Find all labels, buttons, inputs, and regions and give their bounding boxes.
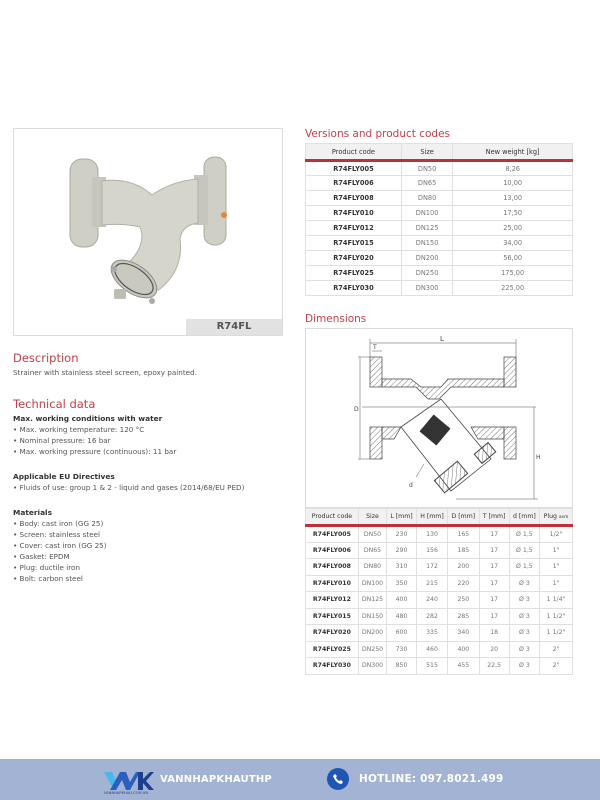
table-cell: 250	[448, 592, 479, 609]
condition-item: • Max. working pressure (continuous): 11 bar	[13, 447, 177, 456]
vnk-logo-icon	[104, 768, 154, 790]
table-cell: Ø 3	[509, 592, 539, 609]
header-t: T [mm]	[479, 509, 509, 526]
table-cell: 172	[416, 559, 447, 576]
table-cell: DN65	[401, 176, 452, 191]
dimensions-table	[305, 508, 573, 675]
strainer-cross-section-drawing	[306, 329, 574, 509]
table-cell: 1 1/2"	[540, 625, 573, 642]
table-cell: Ø 3	[509, 608, 539, 625]
table-row	[306, 236, 573, 251]
label-T: T	[373, 344, 377, 351]
table-row	[306, 281, 573, 296]
table-cell: 340	[448, 625, 479, 642]
material-item: • Bolt: carbon steel	[13, 574, 83, 583]
table-cell: DN125	[401, 221, 452, 236]
table-cell: 156	[416, 542, 447, 559]
table-cell: DN150	[358, 608, 386, 625]
table-cell: 25,00	[453, 221, 573, 236]
table-cell: 310	[387, 559, 417, 576]
product-code-cell: R74FLY006	[306, 542, 359, 559]
table-cell: 175,00	[453, 266, 573, 281]
table-cell: 460	[416, 641, 447, 658]
table-cell: 1"	[540, 575, 573, 592]
table-cell: 17,50	[453, 206, 573, 221]
product-code-cell: R74FLY005	[306, 526, 359, 543]
footer-bar	[0, 759, 600, 800]
header-weight: New weight [kg]	[453, 144, 573, 161]
table-cell: 350	[387, 575, 417, 592]
material-item: • Cover: cast iron (GG 25)	[13, 541, 107, 550]
table-cell: 225,00	[453, 281, 573, 296]
brand[interactable]	[104, 768, 272, 790]
product-caption: R74FL	[186, 319, 282, 335]
table-cell: DN100	[358, 575, 386, 592]
table-row	[306, 221, 573, 236]
directives-title: Applicable EU Directives	[13, 472, 115, 481]
product-code-cell: R74FLY012	[306, 592, 359, 609]
product-code-cell: R74FLY020	[306, 251, 402, 266]
technical-title: Technical data	[13, 397, 96, 411]
table-cell: 282	[416, 608, 447, 625]
table-row	[306, 608, 573, 625]
table-cell: 10,00	[453, 176, 573, 191]
versions-table	[305, 143, 573, 296]
table-row	[306, 542, 573, 559]
product-code-cell: R74FLY025	[306, 641, 359, 658]
brand-name: VANNHAPKHAUTHP	[160, 773, 272, 785]
table-cell: 130	[416, 526, 447, 543]
table-cell: DN125	[358, 592, 386, 609]
header-product-code: Product code	[306, 509, 359, 526]
dimensions-title: Dimensions	[305, 313, 367, 325]
table-row	[306, 161, 573, 176]
table-row	[306, 641, 573, 658]
table-cell: 1 1/4"	[540, 592, 573, 609]
product-code-cell: R74FLY008	[306, 191, 402, 206]
table-row	[306, 575, 573, 592]
table-row	[306, 625, 573, 642]
condition-item: • Max. working temperature: 120 °C	[13, 425, 145, 434]
material-item: • Screen: stainless steel	[13, 530, 101, 539]
table-cell: 13,00	[453, 191, 573, 206]
table-cell: DN250	[358, 641, 386, 658]
table-cell: 230	[387, 526, 417, 543]
table-cell: DN50	[401, 161, 452, 176]
table-cell: 515	[416, 658, 447, 675]
table-cell: 240	[416, 592, 447, 609]
table-cell: 335	[416, 625, 447, 642]
label-H: H	[536, 454, 541, 461]
header-d-outer: D [mm]	[448, 509, 479, 526]
table-cell: 2"	[540, 641, 573, 658]
hotline-text: HOTLINE: 097.8021.499	[359, 773, 504, 785]
table-cell: DN50	[358, 526, 386, 543]
table-cell: 17	[479, 526, 509, 543]
table-cell: 8,26	[453, 161, 573, 176]
phone-icon	[327, 768, 349, 790]
technical-section	[13, 397, 283, 584]
label-L: L	[440, 335, 444, 343]
product-code-cell: R74FLY030	[306, 281, 402, 296]
product-code-cell: R74FLY025	[306, 266, 402, 281]
table-cell: 17	[479, 608, 509, 625]
table-cell: DN300	[358, 658, 386, 675]
table-cell: Ø 1,5	[509, 559, 539, 576]
directive-item: • Fluids of use: group 1 & 2 - liquid and gases (2014/68/EU PED)	[13, 483, 245, 492]
header-size: Size	[358, 509, 386, 526]
header-plug-label: Plug	[543, 513, 557, 520]
table-cell: DN300	[401, 281, 452, 296]
table-row	[306, 176, 573, 191]
table-row	[306, 526, 573, 543]
product-code-cell: R74FLY015	[306, 608, 359, 625]
product-code-cell: R74FLY006	[306, 176, 402, 191]
product-code-cell: R74FLY012	[306, 221, 402, 236]
table-cell: Ø 3	[509, 575, 539, 592]
table-cell: 455	[448, 658, 479, 675]
table-cell: 400	[448, 641, 479, 658]
table-row	[306, 658, 573, 675]
table-row	[306, 266, 573, 281]
table-cell: Ø 3	[509, 641, 539, 658]
table-cell: 200	[448, 559, 479, 576]
table-cell: 20	[479, 641, 509, 658]
dimensions-diagram	[305, 328, 573, 508]
table-cell: DN200	[358, 625, 386, 642]
table-cell: DN150	[401, 236, 452, 251]
table-cell: 2"	[540, 658, 573, 675]
table-cell: 220	[448, 575, 479, 592]
table-cell: 850	[387, 658, 417, 675]
product-code-cell: R74FLY008	[306, 559, 359, 576]
header-product-code: Product code	[306, 144, 402, 161]
table-cell: Ø 1,5	[509, 542, 539, 559]
header-plug-suffix: asm	[558, 515, 569, 520]
table-cell: 730	[387, 641, 417, 658]
header-l: L [mm]	[387, 509, 417, 526]
dimensions-header-row	[306, 509, 573, 526]
table-cell: 600	[387, 625, 417, 642]
label-d: d	[409, 482, 413, 489]
brand-url: VANNHAPKHAU.COM.VN	[104, 791, 149, 795]
product-photo	[13, 128, 283, 336]
hotline[interactable]	[327, 768, 504, 790]
versions-header-row	[306, 144, 573, 161]
table-row	[306, 559, 573, 576]
table-cell: 17	[479, 559, 509, 576]
table-cell: 215	[416, 575, 447, 592]
table-cell: DN80	[358, 559, 386, 576]
label-D: D	[354, 406, 359, 413]
table-cell: 1 1/2"	[540, 608, 573, 625]
table-cell: 56,00	[453, 251, 573, 266]
description-title: Description	[13, 351, 79, 365]
table-cell: 22,5	[479, 658, 509, 675]
table-cell: 1"	[540, 559, 573, 576]
versions-title: Versions and product codes	[305, 128, 451, 140]
table-cell: 17	[479, 542, 509, 559]
y-strainer-image	[52, 139, 247, 319]
header-d-mesh: d [mm]	[509, 509, 539, 526]
right-column	[305, 128, 573, 675]
table-row	[306, 592, 573, 609]
description-text: Strainer with stainless steel screen, epoxy painted.	[13, 368, 197, 377]
table-cell: 34,00	[453, 236, 573, 251]
table-cell: 17	[479, 592, 509, 609]
table-cell: 285	[448, 608, 479, 625]
table-cell: DN65	[358, 542, 386, 559]
table-cell: DN100	[401, 206, 452, 221]
table-cell: DN200	[401, 251, 452, 266]
material-item: • Body: cast iron (GG 25)	[13, 519, 104, 528]
product-code-cell: R74FLY010	[306, 575, 359, 592]
material-item: • Gasket: EPDM	[13, 552, 70, 561]
table-cell: 17	[479, 575, 509, 592]
table-cell: Ø 1,5	[509, 526, 539, 543]
table-row	[306, 206, 573, 221]
header-h: H [mm]	[416, 509, 447, 526]
table-cell: 400	[387, 592, 417, 609]
table-cell: 290	[387, 542, 417, 559]
table-cell: DN80	[401, 191, 452, 206]
table-row	[306, 251, 573, 266]
product-code-cell: R74FLY005	[306, 161, 402, 176]
table-cell: 185	[448, 542, 479, 559]
table-cell: DN250	[401, 266, 452, 281]
table-cell: 18	[479, 625, 509, 642]
condition-item: • Nominal pressure: 16 bar	[13, 436, 111, 445]
description-section	[13, 351, 283, 378]
table-cell: 165	[448, 526, 479, 543]
table-cell: 1"	[540, 542, 573, 559]
header-plug	[540, 509, 573, 526]
product-code-cell: R74FLY020	[306, 625, 359, 642]
table-cell: 480	[387, 608, 417, 625]
table-cell: Ø 3	[509, 658, 539, 675]
header-size: Size	[401, 144, 452, 161]
material-item: • Plug: ductile iron	[13, 563, 81, 572]
product-code-cell: R74FLY030	[306, 658, 359, 675]
left-column	[13, 128, 283, 584]
table-cell: 1/2"	[540, 526, 573, 543]
materials-title: Materials	[13, 508, 52, 517]
table-cell: Ø 3	[509, 625, 539, 642]
table-row	[306, 191, 573, 206]
conditions-title: Max. working conditions with water	[13, 414, 163, 423]
product-code-cell: R74FLY010	[306, 206, 402, 221]
product-code-cell: R74FLY015	[306, 236, 402, 251]
